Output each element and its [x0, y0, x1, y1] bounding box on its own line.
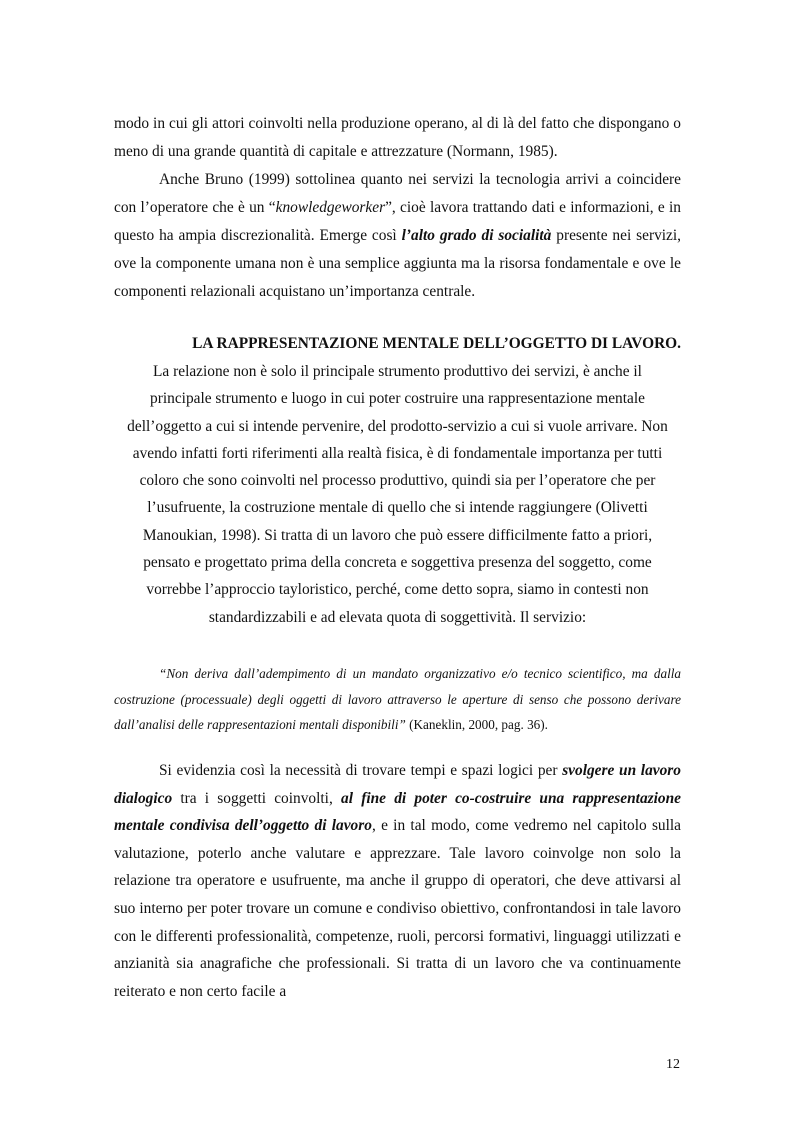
paragraph-dialogic: Si evidenzia così la necessità di trovare tempi e spazi logici per svolgere un lavoro dialogico tra i soggetti coinvolti, al fine di poter co-costruire una rappresentazione mentale condivisa dell’oggetto di lavoro, e in tal modo, come vedremo nel capitolo sulla valutazione, poterlo anche valutare e apprezzare. Tale lavoro coinvolge non solo la relazione tra operatore e usufruente, ma anche il gruppo di operatori, che deve attivarsi al suo interno per poter trovare un comune e condiviso obiettivo, confrontandosi in tale lavoro con le differenti professionalità, competenze, ruoli, percorsi formativi, linguaggi utilizzati e anzianità sia anagrafiche che professionali. Si tratta di un lavoro che va continuamente reiterato e non certo facile a: [114, 762, 682, 1000]
centered-line: avendo infatti forti riferimenti alla realtà fisica, è di fondamentale importanza per tutti: [132, 444, 663, 462]
centered-line: l’usufruente, la costruzione mentale di quello che si intende raggiungere (Olivetti: [147, 499, 648, 517]
centered-line: La relazione non è solo il principale strumento produttivo dei servizi, è anche il: [153, 363, 642, 380]
italic-term: knowledgeworker: [275, 199, 386, 216]
emphasis-co-costruire: al fine di poter co-costruire una rappresentazione mentale condivisa dell’oggetto di lavoro: [114, 789, 682, 835]
centered-paragraph: [114, 358, 681, 631]
emphasis-lavoro-dialogico: svolgere un lavoro dialogico: [114, 762, 681, 807]
centered-line: standardizzabili e ad elevata quota di soggettività. Il servizio:: [208, 608, 587, 626]
centered-line: Manoukian, 1998). Si tratta di un lavoro che può essere difficilmente fatto a priori,: [142, 526, 653, 544]
emphasis-socialita: l’alto grado di socialità: [401, 227, 552, 244]
centered-line: coloro che sono coinvolti nel processo produttivo, quindi sia per l’operatore che per: [139, 472, 656, 490]
paragraph-bruno: Anche Bruno (1999) sottolinea quanto nei servizi la tecnologia arrivi a coincidere con l’operatore che è un “knowledgeworker”, cioè lavora trattando dati e informazioni, e in questo ha ampia discrezionalità. Emerge così l’alto grado di socialità presente nei servizi, ove la componente umana non è una semplice aggiunta ma la risorsa fondamentale e ove le componenti relazionali acquistano un’importanza centrale.: [114, 171, 681, 300]
centered-line: principale strumento e luogo in cui poter costruire una rappresentazione mentale: [150, 390, 645, 408]
paragraph-intro: modo in cui gli attori coinvolti nella produzione operano, al di là del fatto che dispongano o meno di una grande quantità di capitale e attrezzature (Normann, 1985).: [114, 115, 681, 160]
page-number: 12: [666, 1057, 680, 1072]
centered-line: dell’oggetto a cui si intende pervenire, del prodotto-servizio a cui si vuole arrivare. Non: [127, 417, 668, 435]
centered-line: pensato e progettato prima della concreta e soggettiva presenza del soggetto, come: [143, 554, 652, 572]
quote-text: “Non deriva dall’adempimento di un mandato organizzativo e/o tecnico scientifico, ma dalla costruzione (processuale) degli oggetti di lavoro attraverso le aperture di senso che possono derivare dall’analisi delle rappresentazioni mentali disponibili”: [114, 666, 681, 732]
block-quote: [114, 661, 681, 738]
section-heading: LA RAPPRESENTAZIONE MENTALE DELL’OGGETTO DI LAVORO.: [192, 335, 681, 352]
centered-line: vorrebbe l’approccio tayloristico, perché, come detto sopra, siamo in contesti non: [146, 581, 649, 599]
quote-citation: (Kaneklin, 2000, pag. 36).: [405, 717, 548, 732]
